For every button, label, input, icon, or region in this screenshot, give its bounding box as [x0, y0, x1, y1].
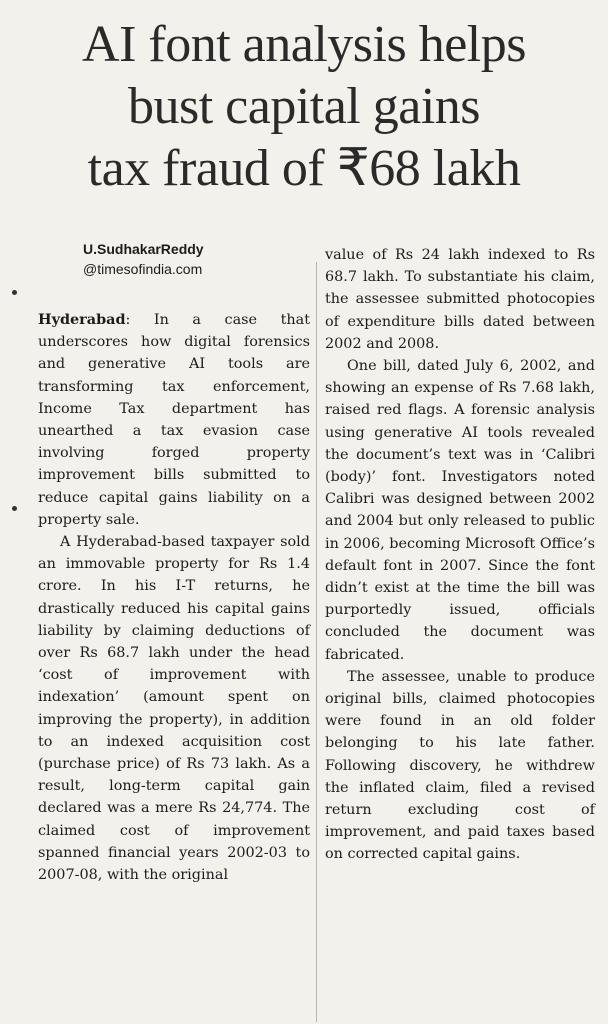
paragraph: The assessee, unable to produce original bills, claimed photocopies were found in an old folder belonging to his late father. Following discovery, he withdrew the inflated claim, filed a revised return excluding cost of improvement, and paid taxes based on corrected capital gains. — [325, 668, 595, 863]
margin-dot — [12, 506, 17, 511]
byline — [83, 240, 323, 280]
paragraph-text: : In a case that underscores how digital forensics and generative AI tools are transforming tax enforcement, Income Tax department has unearthed a tax evasion case involving forged property improvement bills submitted to reduce capital gains liability on a property sale. — [38, 312, 310, 528]
headline-line-1: AI font analysis helps — [82, 16, 526, 73]
paragraph: One bill, dated July 6, 2002, and showing an expense of Rs 7.68 lakh, raised red flags. A forensic analysis using generative AI tools revealed the document’s text was in ‘Calibri (body)’ font. Investigators noted Calibri was designed between 2002 and 2004 but only released to public in 2006, becoming Microsoft Office’s default font in 2007. Since the font didn’t exist at the time the bill was purportedly issued, officials concluded the document was fabricated. — [325, 358, 595, 663]
author-email: @timesofindia.com — [83, 261, 203, 277]
author-name: U.SudhakarReddy — [83, 241, 204, 257]
paragraph: value of Rs 24 lakh indexed to Rs 68.7 lakh. To substantiate his claim, the assessee submitted photocopies of expenditure bills dated between 2002 and 2008. — [325, 247, 595, 352]
article-column-1 — [38, 309, 310, 886]
headline-line-2: bust capital gains — [127, 78, 481, 135]
paragraph: A Hyderabad-based taxpayer sold an immovable property for Rs 1.4 crore. In his I-T returns, he drastically reduced his capital gains liability by claiming deductions of over Rs 68.7 lakh under the head ‘cost of improvement with indexation’ (amount spent on improving the property), in addition to an indexed acquisition cost (purchase price) of Rs 73 lakh. As a result, long-term capital gain declared was a mere Rs 24,774. The claimed cost of improvement spanned financial years 2002-03 to 2007-08, with the original — [38, 534, 310, 884]
headline-line-3: tax fraud of ₹68 lakh — [87, 140, 521, 197]
headline — [0, 14, 608, 200]
margin-dot — [12, 290, 17, 295]
column-divider — [316, 262, 317, 1022]
paragraph — [38, 309, 310, 531]
dateline: Hyderabad — [38, 311, 126, 328]
article-column-2 — [325, 244, 595, 866]
